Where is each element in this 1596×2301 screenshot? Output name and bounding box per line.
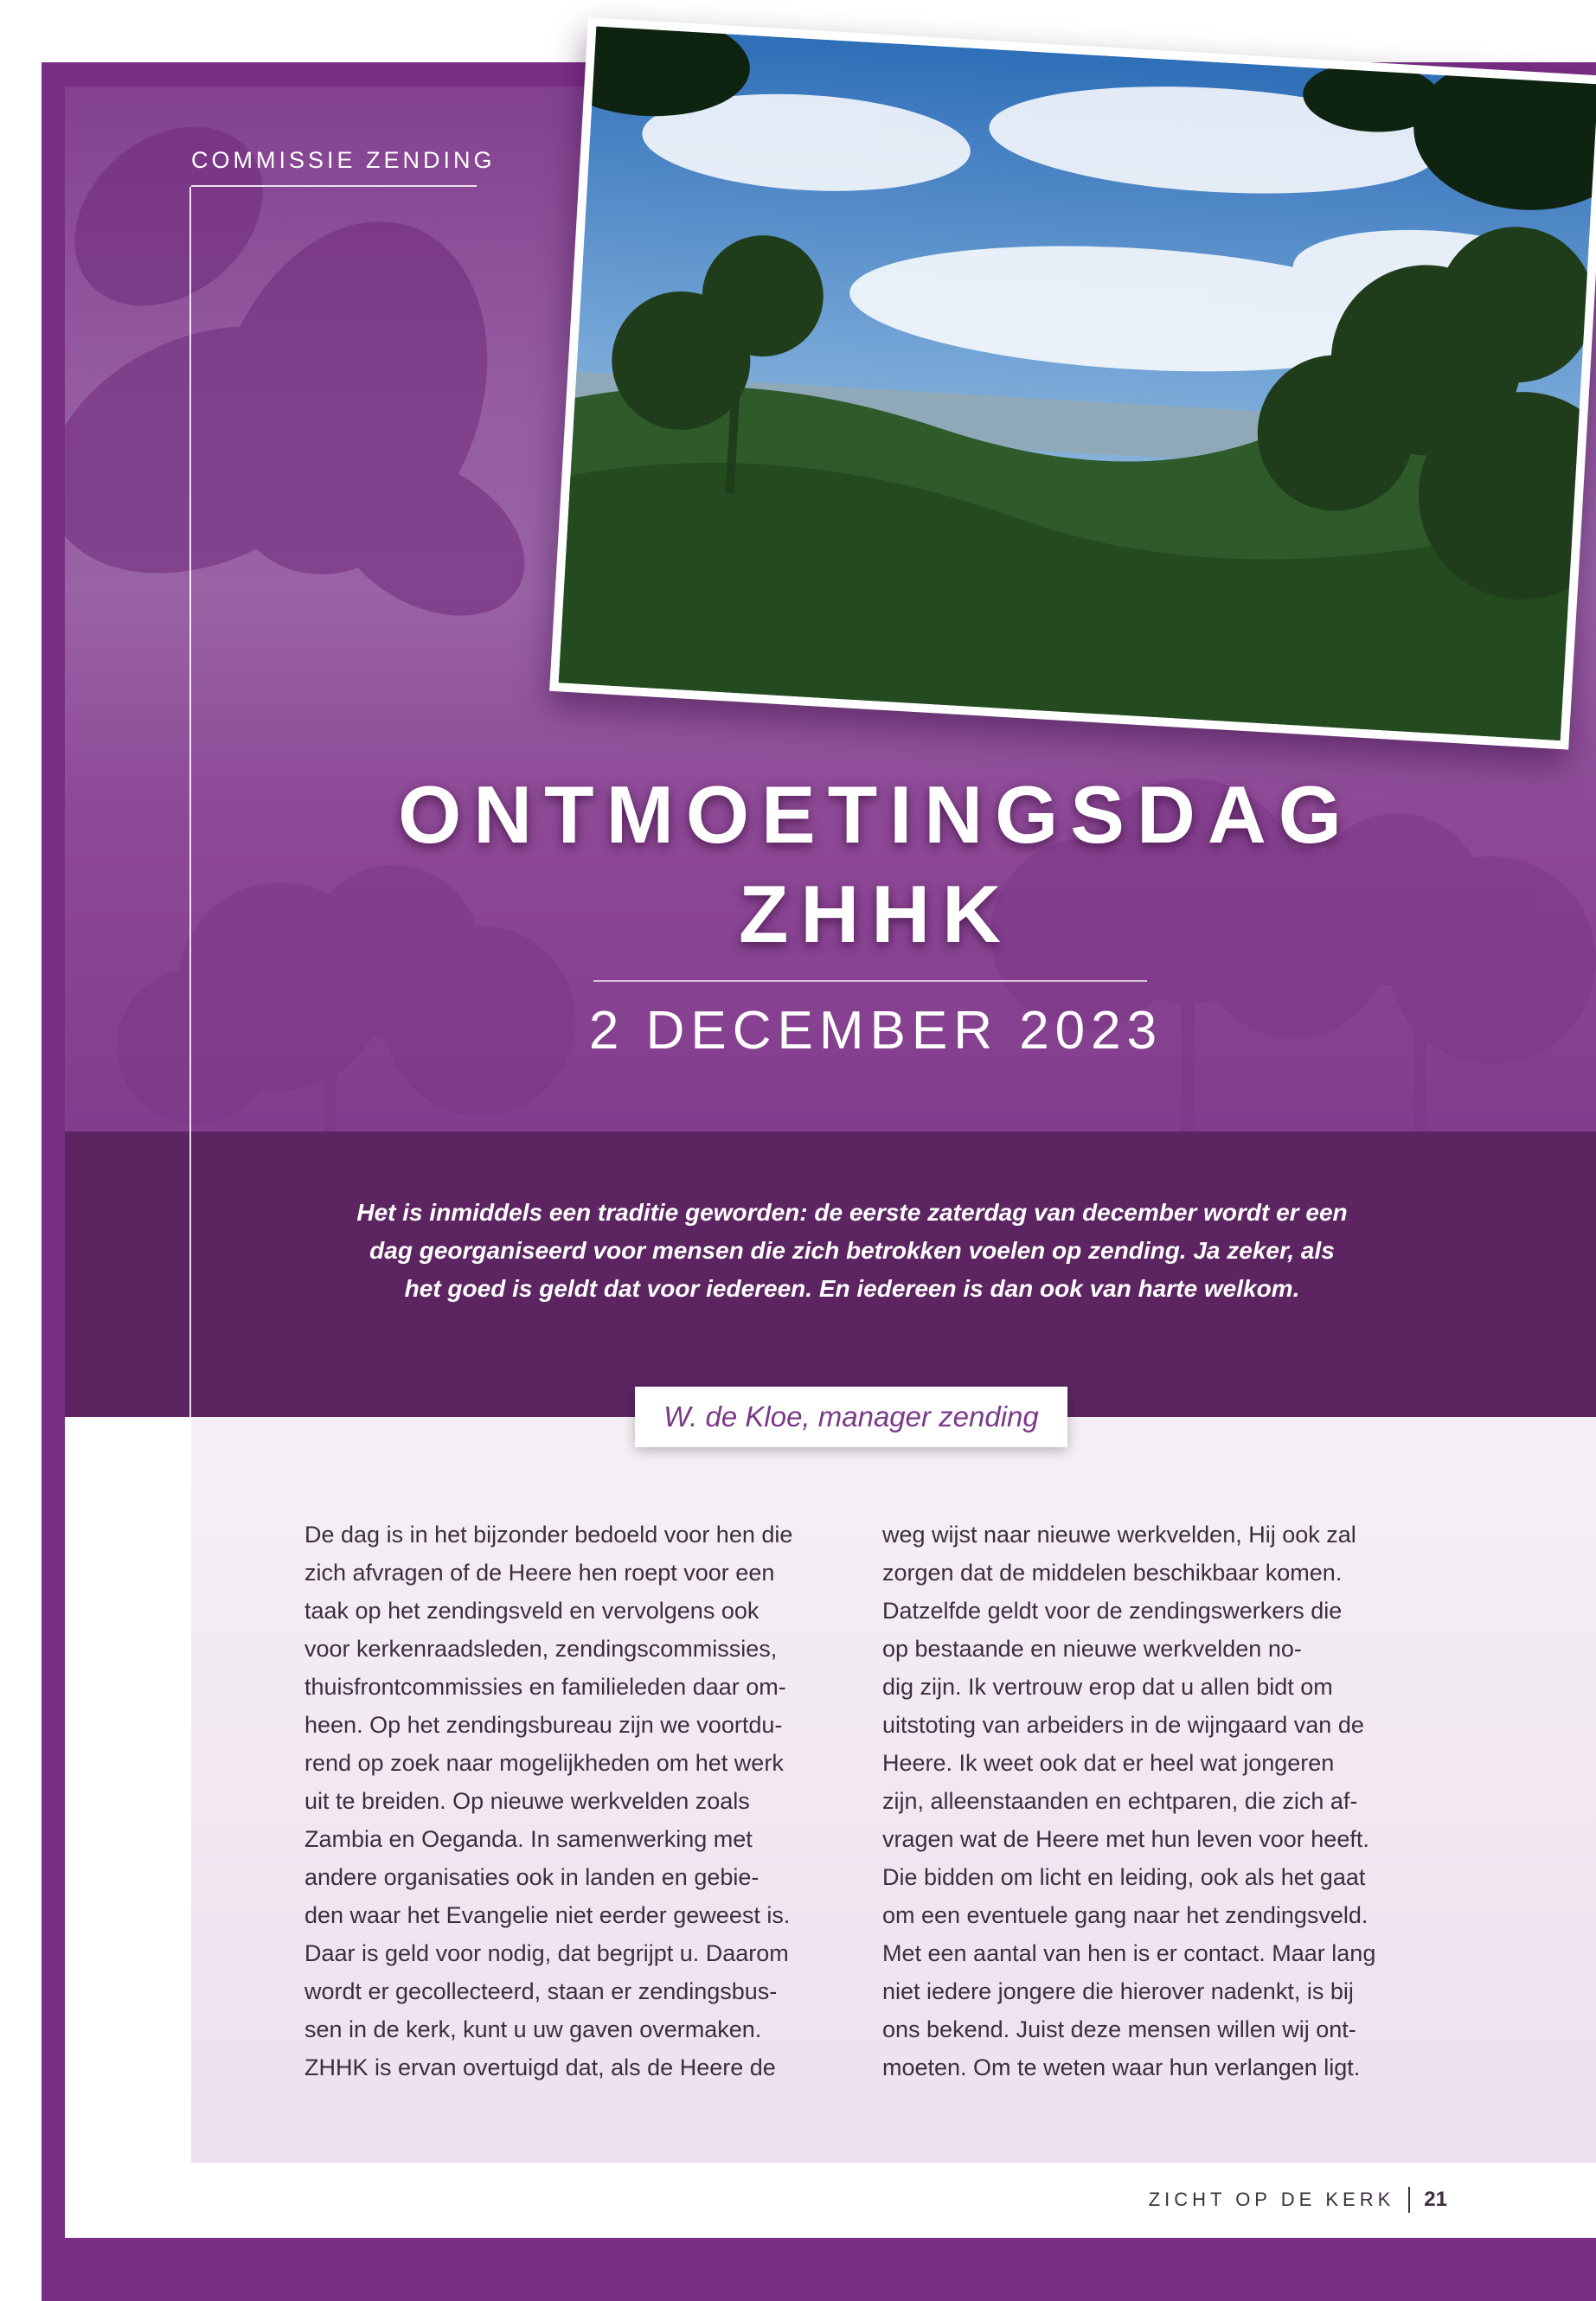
body-text-right: weg wijst naar nieuwe werkvelden, Hij ook zal zorgen dat de middelen beschikbaar komen. Datzelfde geldt voor de zendingswerkers die op bestaande en nieuwe werkvelden no- dig zijn. Ik vertrouw erop dat u allen bidt om uitstoting van arbeiders in de wijngaard van de Heere. Ik weet ook dat er heel wat jongeren zijn, alleenstaanden en echtparen, die zich af- vragen wat de Heere met hun leven voor heeft. Die bidden om licht en leiding, ook als het gaat om een eventuele gang naar het zendingsveld. Met een aantal van hen is er contact. Maar lang niet iedere jongere die hierover nadenkt, is bij ons bekend. Juist deze mensen willen wij ont- moeten. Om te weten waar hun verlangen ligt. (882, 1522, 1376, 2080)
intro-text: Het is inmiddels een traditie geworden: de eerste zaterdag van december wordt er een dag georganiseerd voor mensen die zich betrokken voelen op zending. Ja zeker, als het goed is geldt dat voor iedereen. En iedereen is dan ook van harte welkom. (356, 1199, 1348, 1302)
page-number: 21 (1424, 2188, 1447, 2211)
section-label: COMMISSIE ZENDING (191, 147, 496, 173)
magazine-name: ZICHT OP DE KERK (1148, 2189, 1395, 2210)
body-column-right (882, 1516, 1423, 2086)
author-byline (635, 1387, 1067, 1447)
body-text-left: De dag is in het bijzonder bedoeld voor hen die zich afvragen of de Heere hen roept voor een taak op het zendingsveld en vervolgens ook voor kerkenraadsleden, zendingscommissies, thuisfrontcommissies en familieleden daar om- heen. Op het zendingsbureau zijn we voortdu- rend op zoek naar mogelijkheden om het werk uit te breiden. Op nieuwe werkvelden zoals Zambia en Oeganda. In samenwerking met andere organisaties ook in landen en gebie- den waar het Evangelie niet eerder geweest is. Daar is geld voor nodig, dat begrijpt u. Daarom wordt er gecollecteerd, staan er zendingsbus- sen in de kerk, kunt u uw gaven overmaken. ZHHK is ervan overtuigd dat, als de Heere de (304, 1522, 793, 2080)
event-date: 2 DECEMBER 2023 (588, 1001, 1163, 1061)
footer-separator (1408, 2187, 1410, 2213)
title-line-2: ZHHK (738, 868, 1014, 959)
rainforest-photo (549, 17, 1596, 750)
author-name: W. de Kloe, manager zending (663, 1400, 1039, 1433)
margin-strip (65, 1417, 191, 2163)
vertical-rule (189, 187, 191, 2163)
title-line-1: ONTMOETINGSDAG (398, 769, 1354, 860)
body-column-left (304, 1516, 845, 2086)
title-divider (593, 980, 1147, 982)
section-underline (191, 185, 477, 187)
page-footer (1149, 2187, 1447, 2213)
